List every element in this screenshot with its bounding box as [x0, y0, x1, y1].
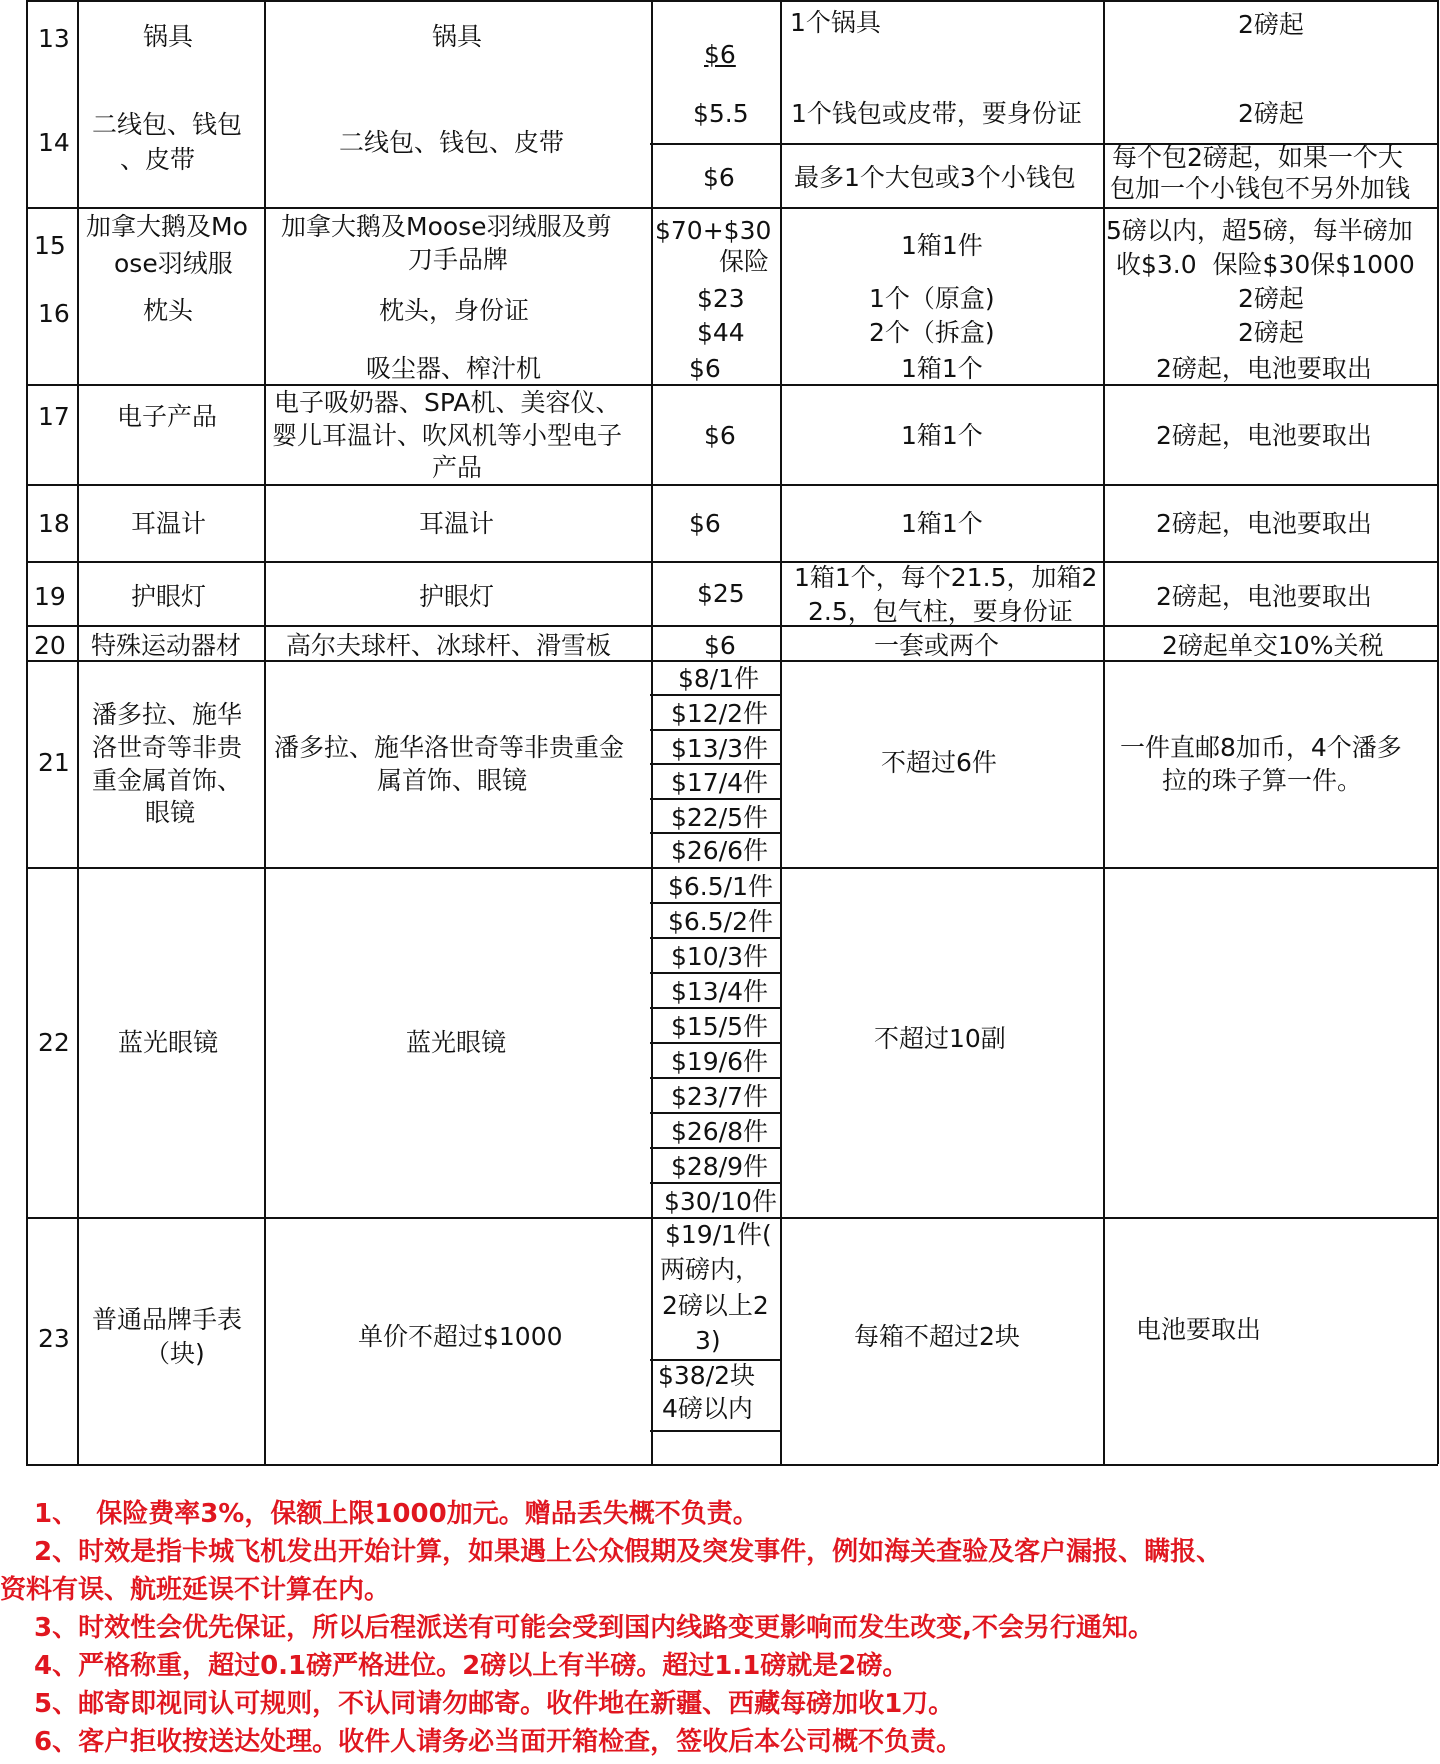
- row-17b-items-line3: 产品: [432, 453, 483, 482]
- row-16-note-line2: 2磅起: [1238, 318, 1304, 347]
- row-22-items: 蓝光眼镜: [406, 1028, 507, 1057]
- row-15-number: 15: [34, 231, 66, 260]
- row-18-qty: 1箱1个: [901, 509, 983, 538]
- row-14b-qty: 最多1个大包或3个小钱包: [794, 163, 1076, 192]
- row-19-number: 19: [34, 582, 66, 611]
- row-14-items: 二线包、钱包、皮带: [339, 128, 565, 157]
- row-23-price-b-line2: 4磅以内: [662, 1394, 753, 1423]
- row-22-price-8: $26/8件: [671, 1117, 769, 1146]
- row-17b-note: 2磅起，电池要取出: [1156, 421, 1372, 450]
- row-14b-price: $6: [703, 163, 735, 192]
- row-16-qty-line1: 1个（原盒): [869, 284, 995, 313]
- row-22-price-1: $6.5/1件: [668, 872, 773, 901]
- row-20-items: 高尔夫球杆、冰球杆、滑雪板: [286, 631, 612, 660]
- grid-line-vertical: [26, 0, 28, 1464]
- row-22-price-6: $19/6件: [671, 1047, 769, 1076]
- row-15-name-line1: 加拿大鹅及Mo: [86, 212, 248, 241]
- row-21-price-4: $17/4件: [671, 768, 769, 797]
- grid-line-horizontal: [26, 0, 1438, 2]
- row-17b-qty: 1箱1个: [901, 421, 983, 450]
- grid-line-horizontal: [26, 561, 1438, 563]
- row-21-name-line4: 眼镜: [145, 798, 196, 827]
- row-17b-price: $6: [704, 421, 736, 450]
- row-13-qty: 1个锅具: [790, 8, 881, 37]
- row-17-name: 电子产品: [117, 402, 218, 431]
- row-22-price-5: $15/5件: [671, 1012, 769, 1041]
- row-15-items-line1: 加拿大鹅及Moose羽绒服及剪: [281, 212, 612, 241]
- row-21-note-line2: 拉的珠子算一件。: [1162, 766, 1363, 795]
- row-21-note-line1: 一件直邮8加币，4个潘多: [1120, 733, 1402, 762]
- row-14a-note: 2磅起: [1238, 99, 1304, 128]
- row-23-note: 电池要取出: [1136, 1315, 1262, 1344]
- row-15-note-line1: 5磅以内，超5磅，每半磅加: [1106, 216, 1413, 245]
- grid-line-horizontal: [650, 143, 780, 145]
- row-16-name: 枕头: [143, 296, 194, 325]
- row-15-price-line1: $70+$30: [655, 216, 772, 245]
- row-21-items-line2: 属首饰、眼镜: [377, 766, 528, 795]
- row-19-items: 护眼灯: [419, 582, 495, 611]
- row-23-price-a-line2: 两磅内，: [660, 1255, 761, 1284]
- row-20-qty: 一套或两个: [874, 631, 1000, 660]
- row-21-name-line1: 潘多拉、施华: [92, 700, 243, 729]
- row-19-name: 护眼灯: [131, 582, 207, 611]
- row-20-name: 特殊运动器材: [91, 631, 242, 660]
- note-4: 4、严格称重，超过0.1磅严格进位。2磅以上有半磅。超过1.1磅就是2磅。: [34, 1651, 909, 1681]
- row-14-number: 14: [38, 128, 70, 157]
- grid-line-vertical: [651, 0, 653, 1464]
- note-5: 5、邮寄即视同认可规则，不认同请勿邮寄。收件地在新疆、西藏每磅加收1刀。: [34, 1689, 955, 1719]
- row-23-name-line2: （块): [145, 1339, 205, 1368]
- grid-line-vertical: [1103, 0, 1105, 1464]
- row-13-number: 13: [38, 24, 70, 53]
- row-23-number: 23: [38, 1324, 70, 1353]
- row-17a-items: 吸尘器、榨汁机: [366, 354, 542, 383]
- row-20-note: 2磅起单交10%关税: [1162, 631, 1384, 660]
- row-13-name: 锅具: [143, 22, 194, 51]
- row-16-number: 16: [38, 299, 70, 328]
- grid-line-horizontal: [26, 1464, 1438, 1466]
- grid-line-horizontal: [26, 207, 1438, 209]
- row-18-items: 耳温计: [419, 509, 495, 538]
- row-21-items-line1: 潘多拉、施华洛世奇等非贵重金: [274, 733, 625, 762]
- row-13-price: $6: [704, 40, 736, 69]
- row-21-price-1: $8/1件: [678, 664, 760, 693]
- row-22-price-7: $23/7件: [671, 1082, 769, 1111]
- row-17a-qty: 1箱1个: [901, 354, 983, 383]
- row-19-qty-line1: 1箱1个，每个21.5，加箱2: [794, 563, 1098, 592]
- row-18-number: 18: [38, 509, 70, 538]
- row-15-note-line2: 收$3.0 保险$30保$1000: [1116, 250, 1415, 279]
- row-23-price-a-line4: 3): [695, 1326, 721, 1355]
- row-14-name-line1: 二线包、钱包: [92, 110, 243, 139]
- row-23-price-b-line1: $38/2块: [658, 1361, 756, 1390]
- grid-line-horizontal: [650, 1430, 780, 1432]
- row-16-items: 枕头，身份证: [379, 296, 530, 325]
- row-21-price-6: $26/6件: [671, 836, 769, 865]
- row-15-qty: 1箱1件: [901, 231, 983, 260]
- row-14b-note-line1: 每个包2磅起，如果一个大: [1112, 143, 1403, 172]
- row-21-name-line2: 洛世奇等非贵: [92, 733, 243, 762]
- row-14a-price: $5.5: [693, 99, 749, 128]
- grid-line-horizontal: [26, 484, 1438, 486]
- row-21-price-2: $12/2件: [671, 699, 769, 728]
- row-19-note: 2磅起，电池要取出: [1156, 582, 1372, 611]
- row-21-qty: 不超过6件: [881, 748, 997, 777]
- note-3: 3、时效性会优先保证，所以后程派送有可能会受到国内线路变更影响而发生改变,不会另行通知。: [34, 1613, 1154, 1643]
- row-21-price-3: $13/3件: [671, 734, 769, 763]
- row-16-qty-line2: 2个（拆盒): [869, 318, 995, 347]
- row-16-note-line1: 2磅起: [1238, 284, 1304, 313]
- row-17-number: 17: [38, 402, 70, 431]
- row-21-name-line3: 重金属首饰、: [92, 766, 243, 795]
- row-23-qty: 每箱不超过2块: [854, 1322, 1020, 1351]
- row-19-price: $25: [697, 579, 745, 608]
- row-14b-note-line2: 包加一个小钱包不另外加钱: [1110, 174, 1411, 203]
- row-18-note: 2磅起，电池要取出: [1156, 509, 1372, 538]
- row-15-items-line2: 刀手品牌: [408, 245, 509, 274]
- grid-line-vertical: [1437, 0, 1439, 1464]
- grid-line-horizontal: [26, 625, 1438, 627]
- row-17b-items-line1: 电子吸奶器、SPA机、美容仪、: [274, 388, 621, 417]
- note-2-line2: 资料有误、航班延误不计算在内。: [0, 1575, 391, 1605]
- row-22-number: 22: [38, 1028, 70, 1057]
- row-18-name: 耳温计: [131, 509, 207, 538]
- row-22-qty: 不超过10副: [874, 1024, 1006, 1053]
- row-18-price: $6: [689, 509, 721, 538]
- note-1: 1、 保险费率3%，保额上限1000加元。赠品丢失概不负责。: [34, 1499, 759, 1529]
- grid-line-vertical: [780, 0, 782, 1464]
- row-16-price-line2: $44: [697, 318, 745, 347]
- grid-line-vertical: [77, 0, 79, 1464]
- row-22-price-3: $10/3件: [671, 942, 769, 971]
- row-22-price-9: $28/9件: [671, 1152, 769, 1181]
- row-22-price-10: $30/10件: [664, 1187, 777, 1216]
- row-20-number: 20: [34, 631, 66, 660]
- row-22-price-4: $13/4件: [671, 977, 769, 1006]
- row-17a-note: 2磅起，电池要取出: [1156, 354, 1372, 383]
- grid-line-vertical: [264, 0, 266, 1464]
- row-23-price-a-line3: 2磅以上2: [662, 1291, 769, 1320]
- row-23-price-a-line1: $19/1件(: [665, 1220, 772, 1249]
- row-17a-price: $6: [689, 354, 721, 383]
- row-19-qty-line2: 2.5，包气柱，要身份证: [808, 597, 1073, 626]
- row-15-price-line2: 保险: [719, 247, 770, 276]
- row-21-price-5: $22/5件: [671, 803, 769, 832]
- row-22-price-2: $6.5/2件: [668, 907, 773, 936]
- row-13-note: 2磅起: [1238, 10, 1304, 39]
- row-20-price: $6: [704, 631, 736, 660]
- row-15-name-line2: ose羽绒服: [114, 249, 233, 278]
- row-13-items: 锅具: [432, 22, 483, 51]
- row-23-items: 单价不超过$1000: [358, 1322, 563, 1351]
- row-23-name-line1: 普通品牌手表: [92, 1305, 243, 1334]
- row-22-name: 蓝光眼镜: [118, 1028, 219, 1057]
- row-14-name-line2: 、皮带: [120, 145, 196, 174]
- row-16-price-line1: $23: [697, 284, 745, 313]
- note-6: 6、客户拒收按送达处理。收件人请务必当面开箱检查，签收后本公司概不负责。: [34, 1727, 963, 1757]
- row-21-number: 21: [38, 748, 70, 777]
- row-14a-qty: 1个钱包或皮带，要身份证: [791, 99, 1082, 128]
- row-17b-items-line2: 婴儿耳温计、吹风机等小型电子: [272, 421, 623, 450]
- note-2-line1: 2、时效是指卡城飞机发出开始计算，如果遇上公众假期及突发事件，例如海关查验及客户漏报、瞒报、: [34, 1537, 1223, 1567]
